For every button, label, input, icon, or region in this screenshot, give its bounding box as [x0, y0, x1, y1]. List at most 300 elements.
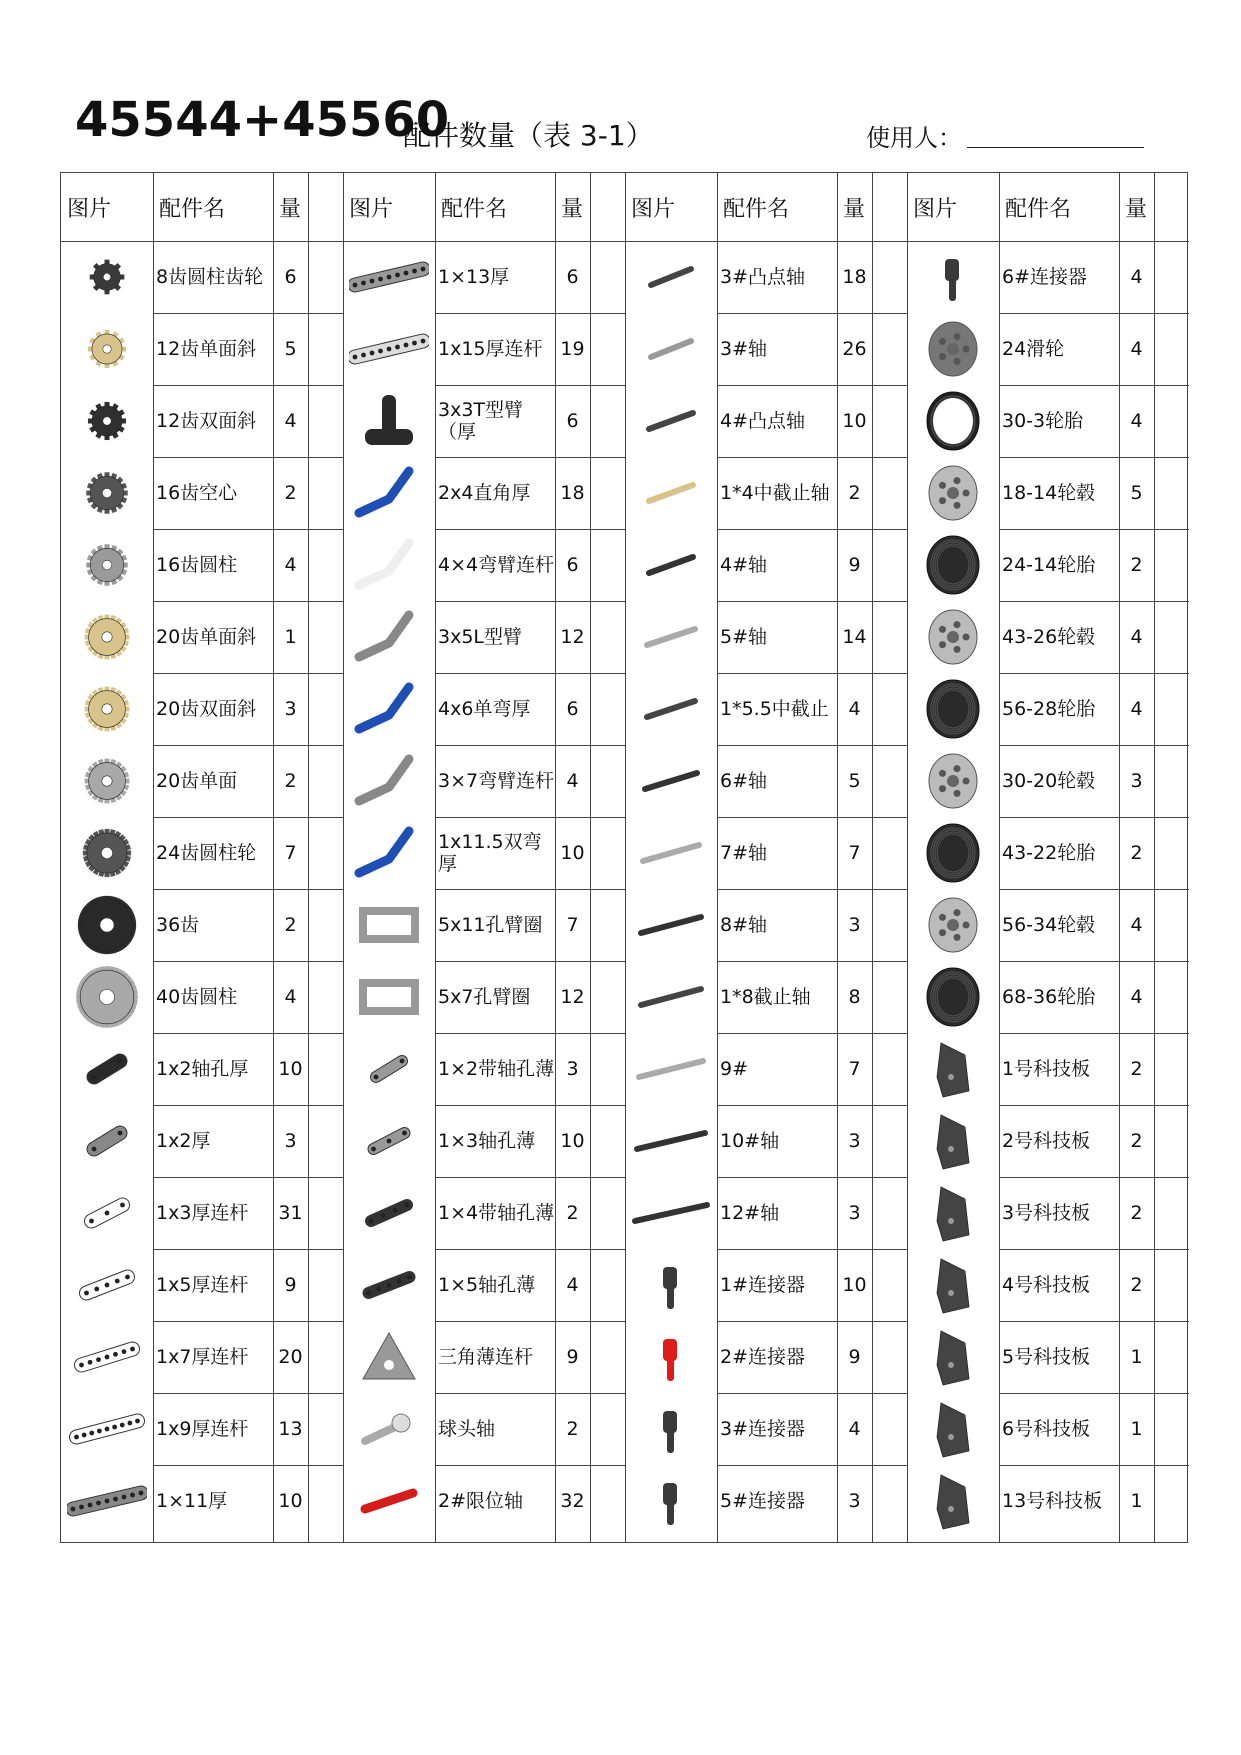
table-row: [343, 889, 625, 961]
part-name: 1x15厚连杆: [438, 338, 543, 360]
part-picture: [343, 1033, 435, 1105]
table-row: [343, 673, 625, 745]
part-quantity: 10: [842, 410, 867, 432]
part-picture: [343, 529, 435, 601]
part-picture: [907, 385, 999, 457]
bent-beam-4x4-icon: [349, 533, 429, 597]
part-quantity: 4: [1130, 626, 1143, 648]
gear-36-icon: [67, 893, 147, 957]
part-quantity: 20: [278, 1346, 303, 1368]
part-name: 5号科技板: [1002, 1346, 1091, 1368]
part-quantity: 3: [848, 1202, 861, 1224]
table-column-group: [343, 173, 625, 1542]
part-picture: [907, 817, 999, 889]
gear-8-icon: [67, 245, 147, 309]
part-quantity: 2: [1130, 554, 1143, 576]
part-quantity: 4: [1130, 338, 1143, 360]
pulley-24-icon: [913, 317, 993, 381]
table-row: [61, 961, 343, 1033]
table-row: [61, 1177, 343, 1249]
part-name: 8#轴: [720, 914, 768, 936]
part-quantity: 4: [848, 698, 861, 720]
part-quantity: 10: [842, 1274, 867, 1296]
part-picture: [343, 1321, 435, 1393]
connector-6-icon: [913, 245, 993, 309]
table-row: [625, 1105, 907, 1177]
part-quantity: 6: [566, 698, 579, 720]
table-row: [907, 1321, 1189, 1393]
part-name: 3#凸点轴: [720, 266, 806, 288]
part-name: 13号科技板: [1002, 1490, 1103, 1512]
part-name: 12齿单面斜: [156, 338, 257, 360]
part-picture: [625, 961, 717, 1033]
part-picture: [625, 1033, 717, 1105]
t-beam-3x3-icon: [349, 389, 429, 453]
part-quantity: 2: [1130, 842, 1143, 864]
part-name: 4#凸点轴: [720, 410, 806, 432]
table-row: [343, 529, 625, 601]
part-picture: [343, 313, 435, 385]
part-picture: [61, 961, 153, 1033]
part-name: 68-36轮胎: [1002, 986, 1096, 1008]
part-picture: [343, 241, 435, 313]
part-name: 3×7弯臂连杆: [438, 770, 555, 792]
part-name: 12齿双面斜: [156, 410, 257, 432]
gear-16-hollow-icon: [67, 461, 147, 525]
page-title-suffix: 配件数量（表 3-1）: [403, 119, 654, 152]
table-row: [343, 385, 625, 457]
table-row: [625, 385, 907, 457]
table-row: [343, 313, 625, 385]
part-quantity: 2: [848, 482, 861, 504]
table-row: [625, 529, 907, 601]
part-name: 6号科技板: [1002, 1418, 1091, 1440]
l-beam-3x5-icon: [349, 605, 429, 669]
table-row: [907, 745, 1189, 817]
bent-beam-3x7-icon: [349, 749, 429, 813]
part-quantity: 6: [566, 266, 579, 288]
part-picture: [61, 745, 153, 817]
part-name: 6#轴: [720, 770, 768, 792]
table-row: [343, 745, 625, 817]
header-part-name: 配件名: [441, 196, 508, 222]
panel-4-icon: [913, 1253, 993, 1317]
axle-7-icon: [631, 821, 711, 885]
beam-1x2-icon: [67, 1109, 147, 1173]
table-row: [907, 529, 1189, 601]
part-picture: [343, 601, 435, 673]
table-row: [61, 1249, 343, 1321]
part-picture: [61, 1177, 153, 1249]
part-picture: [625, 1177, 717, 1249]
frame-5x7-icon: [349, 965, 429, 1029]
ball-joint-icon: [349, 1397, 429, 1461]
part-picture: [343, 817, 435, 889]
part-quantity: 9: [848, 1346, 861, 1368]
part-quantity: 2: [566, 1418, 579, 1440]
part-picture: [907, 1177, 999, 1249]
part-name: 1*8截止轴: [720, 986, 811, 1008]
part-name: 24齿圆柱轮: [156, 842, 257, 864]
connector-3-icon: [631, 1397, 711, 1461]
part-name: 20齿双面斜: [156, 698, 257, 720]
part-picture: [625, 241, 717, 313]
part-picture: [61, 1393, 153, 1465]
header-quantity: 量: [279, 196, 302, 222]
parts-table: [60, 172, 1188, 1543]
part-picture: [625, 1105, 717, 1177]
part-name: 1x3厚连杆: [156, 1202, 249, 1224]
part-quantity: 19: [560, 338, 585, 360]
panel-1-icon: [913, 1037, 993, 1101]
part-quantity: 3: [848, 1130, 861, 1152]
table-row: [625, 673, 907, 745]
part-picture: [907, 961, 999, 1033]
table-row: [907, 385, 1189, 457]
part-name: 30-3轮胎: [1002, 410, 1084, 432]
part-picture: [625, 313, 717, 385]
header-part-name: 配件名: [159, 196, 226, 222]
table-row: [61, 673, 343, 745]
part-quantity: 2: [284, 770, 297, 792]
part-name: 3#轴: [720, 338, 768, 360]
part-quantity: 32: [560, 1490, 585, 1512]
header-quantity: 量: [843, 196, 866, 222]
header-part-name: 配件名: [1005, 196, 1072, 222]
table-row: [625, 1465, 907, 1537]
table-row: [625, 745, 907, 817]
part-quantity: 4: [284, 554, 297, 576]
part-quantity: 26: [842, 338, 867, 360]
table-row: [61, 1465, 343, 1537]
gear-20-double-bevel-icon: [67, 677, 147, 741]
part-quantity: 31: [278, 1202, 303, 1224]
table-row: [907, 1249, 1189, 1321]
part-quantity: 1: [1130, 1418, 1143, 1440]
part-quantity: 1: [284, 626, 297, 648]
part-picture: [343, 1105, 435, 1177]
part-quantity: 2: [284, 914, 297, 936]
part-quantity: 5: [1130, 482, 1143, 504]
part-name: 24滑轮: [1002, 338, 1065, 360]
part-picture: [907, 1321, 999, 1393]
part-picture: [907, 1033, 999, 1105]
part-name: 56-34轮毂: [1002, 914, 1096, 936]
table-row: [343, 1249, 625, 1321]
tire-68-36-icon: [913, 965, 993, 1029]
part-picture: [61, 241, 153, 313]
table-row: [625, 1393, 907, 1465]
part-name: 20齿单面斜: [156, 626, 257, 648]
part-name: 2#连接器: [720, 1346, 806, 1368]
part-quantity: 4: [284, 986, 297, 1008]
user-label: 使用人：: [866, 124, 962, 152]
part-picture: [907, 457, 999, 529]
hub-43-26-icon: [913, 605, 993, 669]
part-quantity: 3: [848, 914, 861, 936]
part-name: 4×4弯臂连杆: [438, 554, 555, 576]
part-name: 5x11孔臂圈: [438, 914, 543, 936]
table-row: [61, 745, 343, 817]
part-picture: [61, 673, 153, 745]
part-quantity: 5: [284, 338, 297, 360]
part-quantity: 7: [848, 1058, 861, 1080]
part-name: 1×13厚: [438, 266, 510, 288]
part-picture: [343, 745, 435, 817]
beam-1x7-icon: [67, 1325, 147, 1389]
part-picture: [625, 601, 717, 673]
part-name: 7#轴: [720, 842, 768, 864]
part-name: 43-26轮毂: [1002, 626, 1096, 648]
panel-3-icon: [913, 1181, 993, 1245]
part-quantity: 2: [1130, 1058, 1143, 1080]
part-quantity: 3: [566, 1058, 579, 1080]
part-quantity: 4: [284, 410, 297, 432]
part-quantity: 10: [278, 1490, 303, 1512]
part-quantity: 10: [560, 1130, 585, 1152]
part-quantity: 2: [1130, 1202, 1143, 1224]
part-name: 36齿: [156, 914, 200, 936]
part-picture: [625, 1321, 717, 1393]
gear-24-icon: [67, 821, 147, 885]
thin-beam-1x5-icon: [349, 1253, 429, 1317]
table-row: [61, 385, 343, 457]
header-quantity: 量: [1125, 196, 1148, 222]
part-picture: [343, 1393, 435, 1465]
part-name: 2号科技板: [1002, 1130, 1091, 1152]
header-quantity: 量: [561, 196, 584, 222]
beam-1x13-icon: [349, 245, 429, 309]
beam-1x3-icon: [67, 1181, 147, 1245]
part-name: 1*4中截止轴: [720, 482, 830, 504]
stop-axle-icon: [349, 1469, 429, 1533]
part-quantity: 14: [842, 626, 867, 648]
part-name: 1×2带轴孔薄: [438, 1058, 555, 1080]
thin-beam-1x2-icon: [349, 1037, 429, 1101]
part-quantity: 4: [1130, 410, 1143, 432]
part-name: 1x9厚连杆: [156, 1418, 249, 1440]
part-picture: [625, 889, 717, 961]
table-row: [61, 457, 343, 529]
hub-30-20-icon: [913, 749, 993, 813]
table-column-group: [625, 173, 907, 1542]
axle-4-icon: [631, 533, 711, 597]
part-picture: [343, 961, 435, 1033]
axle-12-icon: [631, 1181, 711, 1245]
part-quantity: 9: [566, 1346, 579, 1368]
table-column-group: [61, 173, 343, 1542]
table-row: [625, 601, 907, 673]
part-quantity: 18: [560, 482, 585, 504]
part-picture: [61, 1033, 153, 1105]
table-row: [907, 673, 1189, 745]
table-row: [907, 241, 1189, 313]
part-name: 40齿圆柱: [156, 986, 238, 1008]
axle-10-icon: [631, 1109, 711, 1173]
header-picture: 图片: [67, 196, 112, 222]
table-row: [61, 817, 343, 889]
part-picture: [61, 817, 153, 889]
panel-13-icon: [913, 1469, 993, 1533]
header-picture: 图片: [631, 196, 676, 222]
part-name: 30-20轮毂: [1002, 770, 1096, 792]
part-quantity: 7: [566, 914, 579, 936]
part-name: 4#轴: [720, 554, 768, 576]
table-row: [907, 1465, 1189, 1537]
part-picture: [625, 1465, 717, 1537]
table-row: [343, 457, 625, 529]
table-row: [907, 1393, 1189, 1465]
part-picture: [343, 889, 435, 961]
part-name: 1x2厚: [156, 1130, 211, 1152]
part-picture: [907, 889, 999, 961]
part-picture: [625, 745, 717, 817]
part-name: 20齿单面: [156, 770, 238, 792]
axle-9-icon: [631, 1037, 711, 1101]
part-quantity: 2: [1130, 1130, 1143, 1152]
table-row: [61, 313, 343, 385]
part-name: 18-14轮毂: [1002, 482, 1096, 504]
part-picture: [343, 385, 435, 457]
part-picture: [61, 1465, 153, 1537]
table-row: [343, 961, 625, 1033]
thin-beam-1x4-icon: [349, 1181, 429, 1245]
gear-16-icon: [67, 533, 147, 597]
part-picture: [61, 1321, 153, 1393]
connector-2-icon: [631, 1325, 711, 1389]
beam-1x15-icon: [349, 317, 429, 381]
part-quantity: 4: [1130, 698, 1143, 720]
double-bent-beam-icon: [349, 821, 429, 885]
part-quantity: 6: [284, 266, 297, 288]
part-name: 1×5轴孔薄: [438, 1274, 536, 1296]
part-picture: [61, 529, 153, 601]
table-row: [907, 1177, 1189, 1249]
table-row: [61, 889, 343, 961]
part-picture: [343, 457, 435, 529]
table-row: [61, 1105, 343, 1177]
table-row: [907, 1105, 1189, 1177]
part-quantity: 1: [1130, 1490, 1143, 1512]
frame-5x11-icon: [349, 893, 429, 957]
triangle-beam-icon: [349, 1325, 429, 1389]
table-row: [61, 529, 343, 601]
bevel-gear-20-icon: [67, 605, 147, 669]
table-row: [907, 817, 1189, 889]
part-name: 4号科技板: [1002, 1274, 1091, 1296]
part-name: 12#轴: [720, 1202, 780, 1224]
part-quantity: 8: [848, 986, 861, 1008]
part-picture: [907, 241, 999, 313]
part-picture: [907, 1393, 999, 1465]
angle-beam-2x4-icon: [349, 461, 429, 525]
part-name: 8齿圆柱齿轮: [156, 266, 264, 288]
part-name: 1x11.5双弯厚: [438, 831, 542, 875]
tire-56-28-icon: [913, 677, 993, 741]
part-quantity: 18: [842, 266, 867, 288]
part-name: 1x5厚连杆: [156, 1274, 249, 1296]
thin-beam-1x3-icon: [349, 1109, 429, 1173]
part-name: 3#连接器: [720, 1418, 806, 1440]
table-row: [343, 1177, 625, 1249]
part-picture: [625, 673, 717, 745]
user-signature-line: [967, 147, 1144, 148]
part-quantity: 6: [566, 554, 579, 576]
part-quantity: 2: [1130, 1274, 1143, 1296]
part-picture: [625, 1249, 717, 1321]
part-picture: [907, 601, 999, 673]
part-name: 1x7厚连杆: [156, 1346, 249, 1368]
part-name: 3号科技板: [1002, 1202, 1091, 1224]
part-picture: [61, 1249, 153, 1321]
part-name: 5#连接器: [720, 1490, 806, 1512]
part-picture: [61, 1105, 153, 1177]
part-quantity: 12: [560, 986, 585, 1008]
hub-18-14-icon: [913, 461, 993, 525]
beam-1x2-thick-icon: [67, 1037, 147, 1101]
table-row: [625, 241, 907, 313]
table-row: [61, 241, 343, 313]
part-quantity: 3: [284, 698, 297, 720]
part-name: 9#: [720, 1058, 749, 1080]
part-quantity: 4: [1130, 266, 1143, 288]
part-picture: [61, 313, 153, 385]
beam-1x5-icon: [67, 1253, 147, 1317]
table-column-group: [907, 173, 1189, 1542]
part-quantity: 7: [284, 842, 297, 864]
part-quantity: 4: [1130, 986, 1143, 1008]
part-picture: [61, 457, 153, 529]
part-name: 1×3轴孔薄: [438, 1130, 536, 1152]
part-name: 2x4直角厚: [438, 482, 531, 504]
table-row: [625, 1249, 907, 1321]
part-name: 2#限位轴: [438, 1490, 524, 1512]
part-picture: [907, 1249, 999, 1321]
part-picture: [61, 385, 153, 457]
table-row: [907, 601, 1189, 673]
part-picture: [625, 817, 717, 889]
table-row: [625, 1177, 907, 1249]
part-name: 4x6单弯厚: [438, 698, 531, 720]
panel-6-icon: [913, 1397, 993, 1461]
part-quantity: 12: [560, 626, 585, 648]
part-quantity: 10: [278, 1058, 303, 1080]
part-quantity: 9: [848, 554, 861, 576]
part-picture: [907, 673, 999, 745]
part-quantity: 3: [284, 1130, 297, 1152]
bent-beam-4x6-icon: [349, 677, 429, 741]
table-row: [343, 601, 625, 673]
table-row: [343, 817, 625, 889]
connector-5-icon: [631, 1469, 711, 1533]
part-picture: [907, 1105, 999, 1177]
header-picture: 图片: [349, 196, 394, 222]
part-quantity: 13: [278, 1418, 303, 1440]
beam-1x9-icon: [67, 1397, 147, 1461]
gear-12-double-bevel-icon: [67, 389, 147, 453]
part-name: 6#连接器: [1002, 266, 1088, 288]
tire-24-14-icon: [913, 533, 993, 597]
axle-6-icon: [631, 749, 711, 813]
part-name: 43-22轮胎: [1002, 842, 1096, 864]
table-row: [625, 1033, 907, 1105]
part-name: 1×11厚: [156, 1490, 228, 1512]
part-name: 1×4带轴孔薄: [438, 1202, 555, 1224]
part-picture: [61, 889, 153, 961]
part-quantity: 10: [560, 842, 585, 864]
table-row: [61, 1033, 343, 1105]
table-row: [907, 457, 1189, 529]
